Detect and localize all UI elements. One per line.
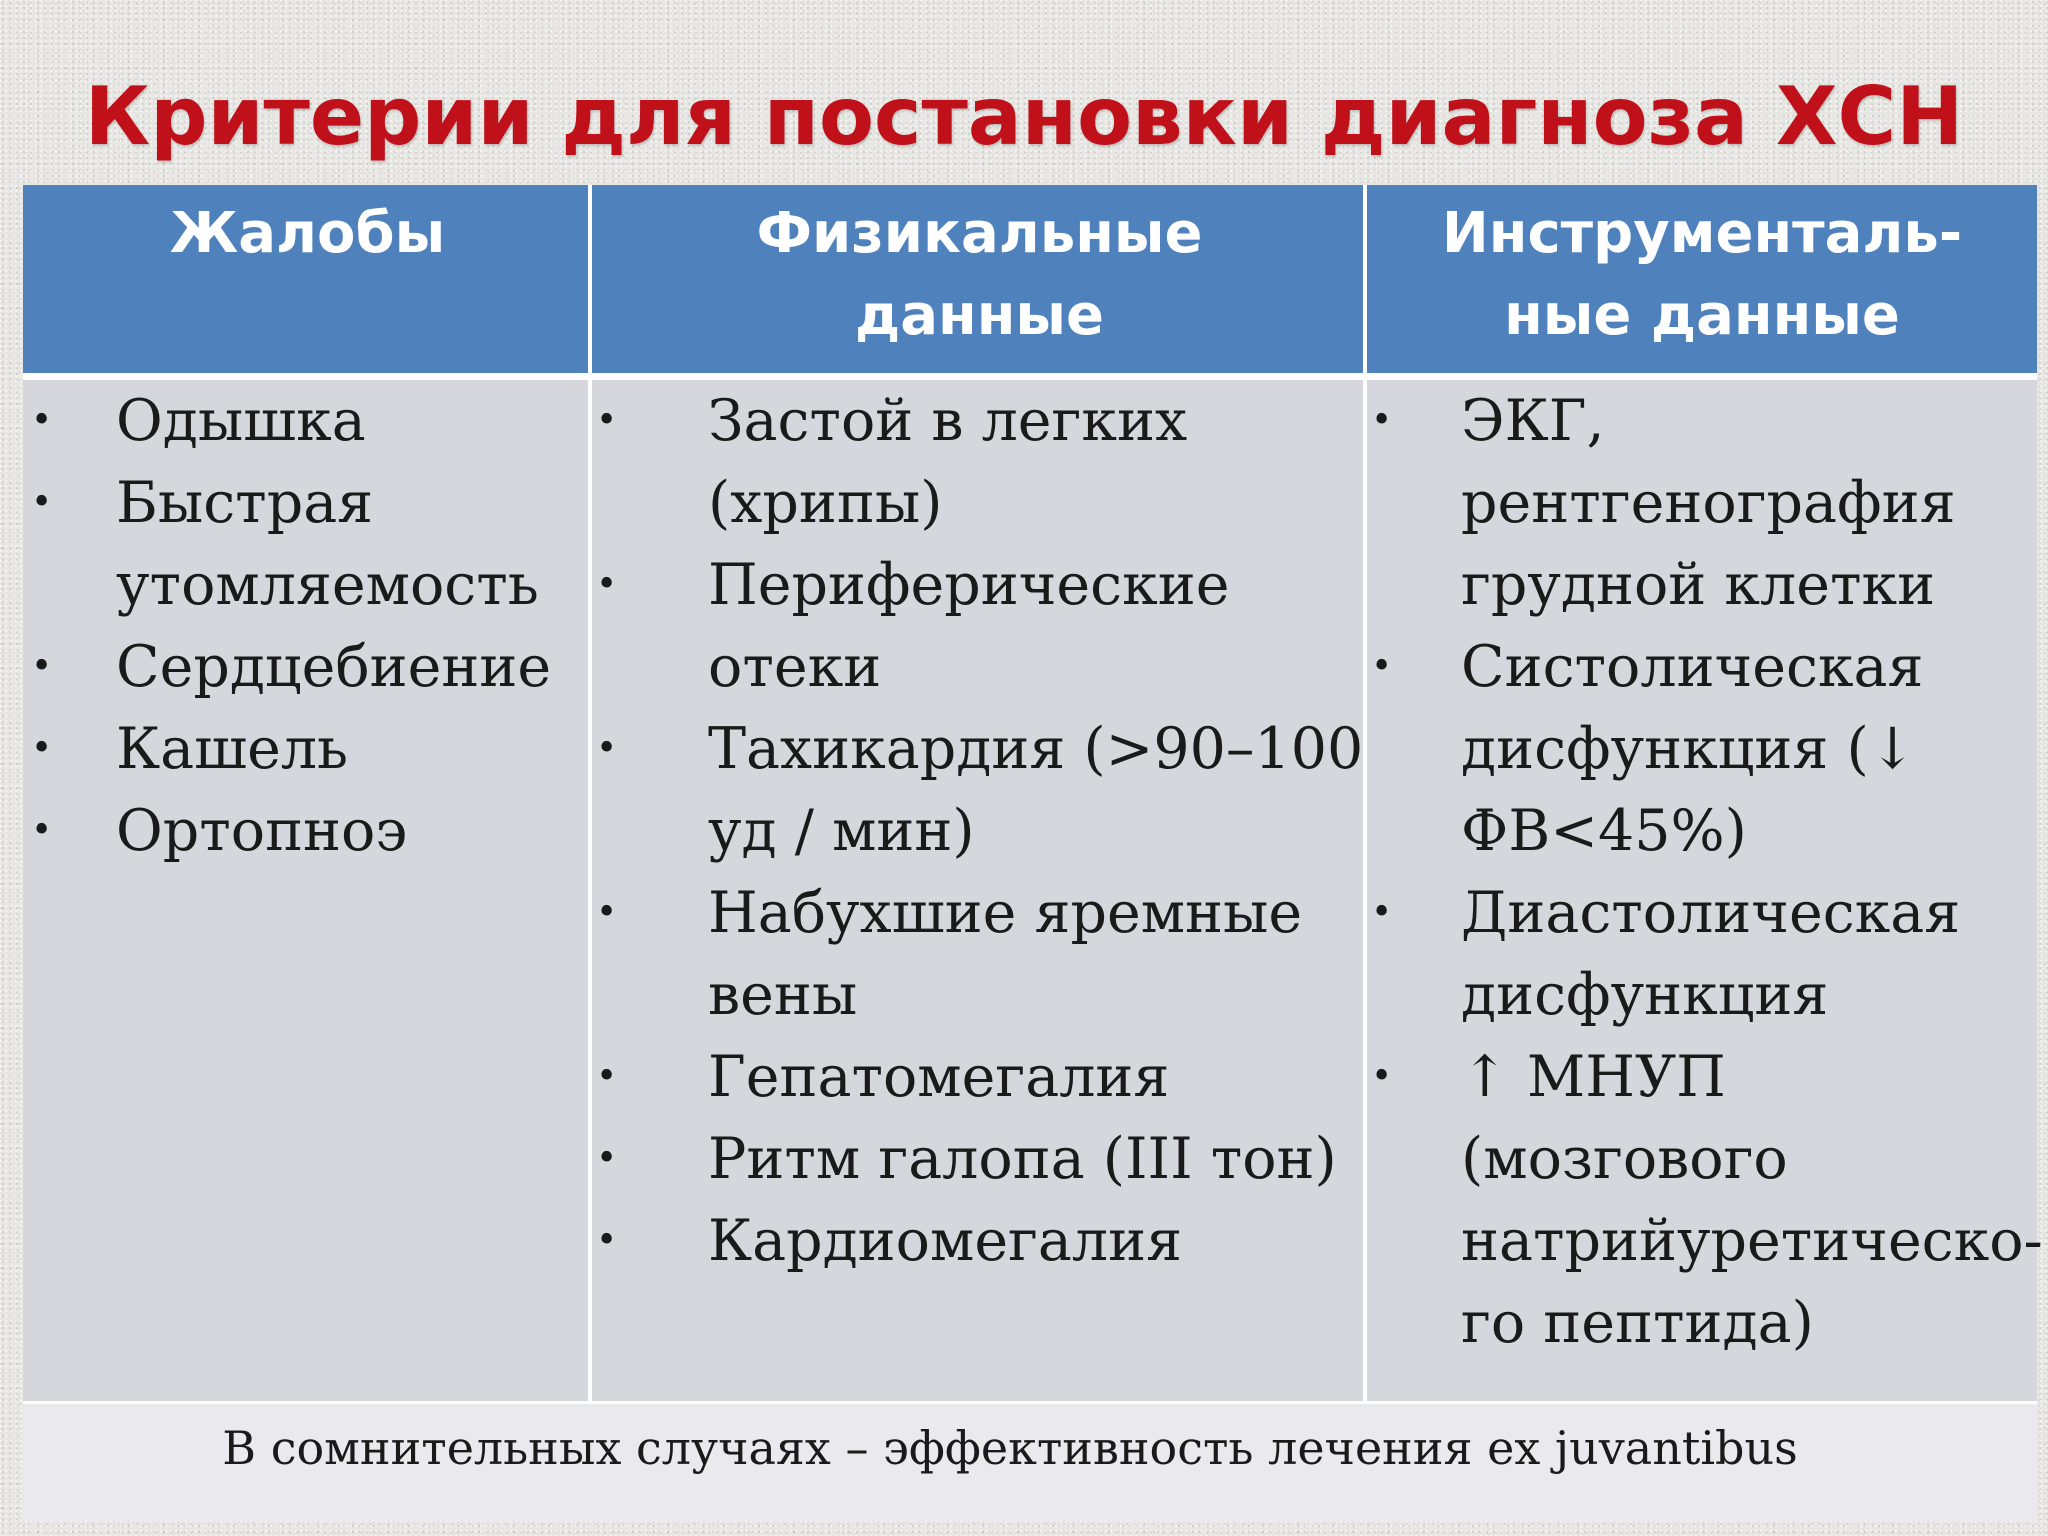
complaints-cell xyxy=(23,380,592,1401)
list-item xyxy=(1371,872,2037,1036)
list-item xyxy=(596,872,1367,1036)
physical-findings-cell xyxy=(596,380,1367,1401)
bullet-icon: • xyxy=(596,1056,618,1097)
complaints-list xyxy=(23,380,592,872)
header-line: данные xyxy=(854,283,1105,348)
header-line: Инструменталь- xyxy=(1441,201,1963,266)
item-text: Систолическая xyxy=(1461,634,1924,700)
item-text: Застой в легких xyxy=(708,388,1188,454)
item-text: дисфункция (↓ xyxy=(1461,716,1917,782)
item-text: Кардиомегалия xyxy=(708,1208,1183,1274)
list-item xyxy=(23,462,592,626)
item-text: ЭКГ, xyxy=(1461,388,1605,454)
bullet-icon: • xyxy=(31,728,53,769)
page-title: Критерии для постановки диагноза ХСН xyxy=(84,70,1964,163)
item-text: вены xyxy=(708,962,858,1028)
item-text: ↑ МНУП xyxy=(1461,1044,1726,1110)
item-text: грудной клетки xyxy=(1461,552,1936,618)
list-item xyxy=(23,380,592,462)
instrumental-data-list xyxy=(1371,380,2043,1364)
header-line: Жалобы xyxy=(169,201,446,266)
header-divider xyxy=(23,373,2037,380)
item-text: Сердцебиение xyxy=(116,634,552,700)
bullet-icon: • xyxy=(596,728,618,769)
criteria-table xyxy=(23,185,2043,1521)
list-item xyxy=(23,708,592,790)
list-item xyxy=(23,626,592,708)
bullet-icon: • xyxy=(31,810,53,851)
bullet-icon: • xyxy=(596,1138,618,1179)
column-divider xyxy=(588,185,592,1403)
list-item xyxy=(596,1036,1367,1118)
item-text: уд / мин) xyxy=(708,798,975,864)
header-instrumental-data xyxy=(1367,185,2037,375)
physical-findings-list xyxy=(596,380,1367,1282)
bullet-icon: • xyxy=(596,400,618,441)
bullet-icon: • xyxy=(31,482,53,523)
list-item xyxy=(1371,380,2037,626)
item-text: Ортопноэ xyxy=(116,798,408,864)
item-text: Быстрая xyxy=(116,470,374,536)
item-text: рентгенография xyxy=(1461,470,1956,536)
item-text: (мозгового xyxy=(1461,1126,1788,1192)
bullet-icon: • xyxy=(31,646,53,687)
header-line: ные данные xyxy=(1504,283,1900,348)
column-divider xyxy=(1363,185,1367,1403)
bullet-icon: • xyxy=(1371,646,1393,687)
bullet-icon: • xyxy=(1371,1056,1393,1097)
item-text: го пептида) xyxy=(1461,1290,1814,1356)
table-header-row xyxy=(23,185,2037,375)
bullet-icon: • xyxy=(596,892,618,933)
item-text: ФВ<45%) xyxy=(1461,798,1747,864)
item-text: отеки xyxy=(708,634,882,700)
bullet-icon: • xyxy=(31,400,53,441)
item-text: Гепатомегалия xyxy=(708,1044,1170,1110)
header-line: Физикальные xyxy=(756,201,1203,266)
bullet-icon: • xyxy=(1371,400,1393,441)
list-item xyxy=(596,544,1367,708)
item-text: Кашель xyxy=(116,716,349,782)
item-text: Тахикардия (>90–100 xyxy=(708,716,1364,782)
header-physical-findings xyxy=(592,185,1367,375)
bullet-icon: • xyxy=(596,1220,618,1261)
table-footer-note: В сомнительных случаях – эффективность лечения ex juvantibus xyxy=(23,1404,2037,1521)
list-item xyxy=(1371,1036,2043,1364)
bullet-icon: • xyxy=(1371,892,1393,933)
item-text: Ритм галопа (III тон) xyxy=(708,1126,1337,1192)
instrumental-data-cell xyxy=(1371,380,2043,1401)
list-item xyxy=(596,1118,1367,1200)
list-item xyxy=(23,790,592,872)
list-item xyxy=(1371,626,2037,872)
bullet-icon: • xyxy=(596,564,618,605)
item-text: Набухшие яремные xyxy=(708,880,1303,946)
item-text: дисфункция xyxy=(1461,962,1829,1028)
item-text: утомляемость xyxy=(116,552,539,618)
item-text: Периферические xyxy=(708,552,1230,618)
item-text: натрийуретическо- xyxy=(1461,1208,2043,1274)
item-text: Одышка xyxy=(116,388,366,454)
header-complaints xyxy=(23,185,592,375)
list-item xyxy=(596,1200,1367,1282)
item-text: Диастолическая xyxy=(1461,880,1961,946)
list-item xyxy=(596,380,1367,544)
item-text: (хрипы) xyxy=(708,470,943,536)
list-item xyxy=(596,708,1367,872)
